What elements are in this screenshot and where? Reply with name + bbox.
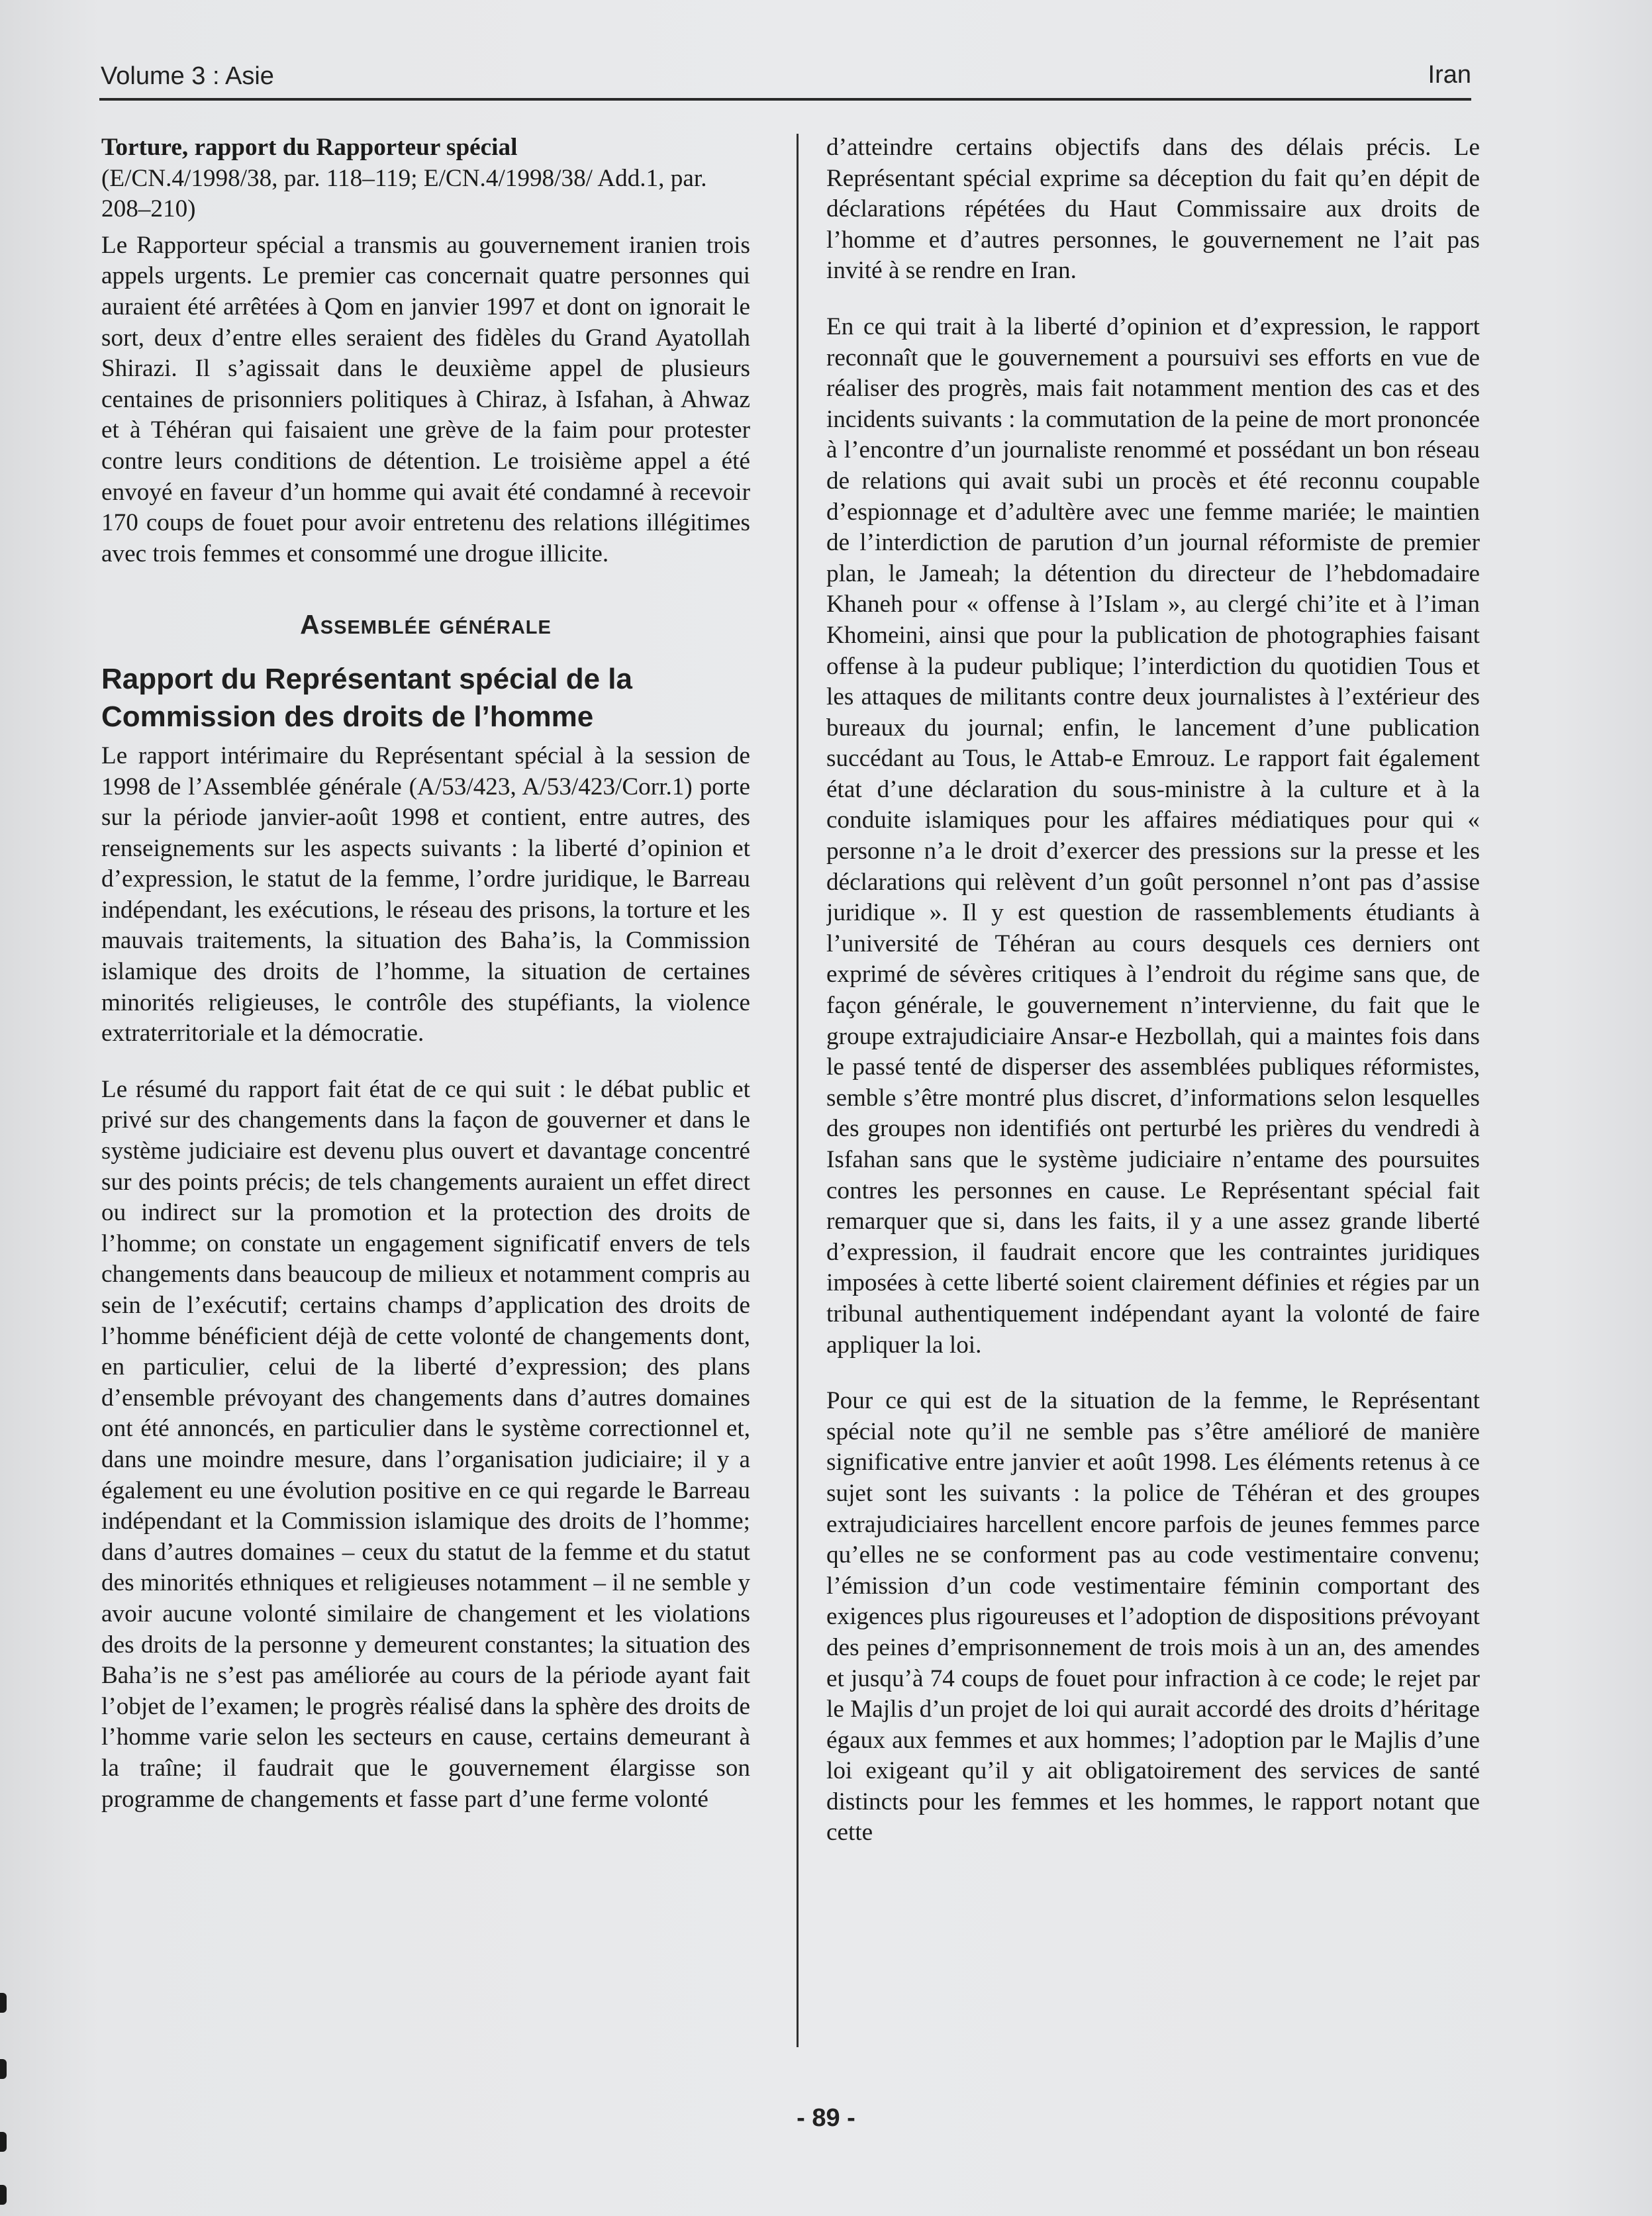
binding-mark xyxy=(0,1993,7,2013)
torture-reference: (E/CN.4/1998/38, par. 118–119; E/CN.4/1998/38/ Add.1, par. 208–210) xyxy=(101,164,707,223)
paragraph: d’atteindre certains objectifs dans des délais précis. Le Représentant spécial exprime sa déception du fait qu’en dépit de déclarations répétées du Haut Commissaire aux droits de l’homme et d’autres personnes, le gouvernement ne l’ait pas invité à se rendre en Iran. xyxy=(826,134,1480,285)
header-volume: Volume 3 : Asie xyxy=(101,62,274,90)
header-country: Iran xyxy=(1428,61,1471,89)
paragraph: Le résumé du rapport fait état de ce qui suit : le débat public et privé sur des changements dans la façon de gouverner et dans le système judiciaire est devenu plus ouvert et davantage concentré sur des points précis; de tels changements auraient un effet direct ou indirect sur la promotion et la protection des droits de l’homme; on constate un engagement significatif envers de tels changements dans beaucoup de milieux et notamment compris au sein de l’exécutif; certains champs d’application des droits de l’homme bénéficient déjà de cette volonté de changements dont, en particulier, celui de la liberté d’expression; des plans d’ensemble prévoyant des changements dans d’autres domaines ont été annoncés, en particulier dans le système correctionnel et, dans une moindre mesure, dans l’organisation judiciaire; il y a également eu une évolution positive en ce qui regarde le Barreau indépendant et la Commission islamique des droits de l’homme; dans d’autres domaines – ceux du statut de la femme et du statut des minorités ethniques et religieuses notamment – il ne semble y avoir aucune volonté similaire de changement et les violations des droits de la personne y demeurent constantes; la situation des Baha’is ne s’est pas améliorée au cours de la période ayant fait l’objet de l’examen; le progrès réalisé dans la sphère des droits de l’homme varie selon les secteurs en cause, certains demeurant à la traîne; il faudrait que le gouvernement élargisse son programme de changements et fasse part d’une ferme volonté xyxy=(101,1075,750,1813)
binding-mark xyxy=(0,2059,7,2079)
running-header xyxy=(99,58,1471,101)
right-column xyxy=(826,132,1480,2052)
left-column xyxy=(101,132,750,2052)
page-number: - 89 - xyxy=(797,2104,855,2132)
section-heading xyxy=(101,609,750,640)
subheading: Rapport du Représentant spécial de la Commission des droits de l’homme xyxy=(101,662,632,733)
paragraph: Pour ce qui est de la situation de la femme, le Représentant spécial note qu’il ne semble pas s’être amélioré de manière significative entre janvier et août 1998. Les éléments retenus à ce sujet sont les suivants : la police de Téhéran et des groupes extrajudiciaires harcellent encore parfois de jeunes femmes parce qu’elles ne se conforment pas au code vestimentaire convenu; l’émission d’un code vestimentaire féminin comportant des exigences plus rigoureuses et l’adoption de dispositions prévoyant des peines d’emprisonnement de trois mois à un an, des amendes et jusqu’à 74 coups de fouet pour infraction à ce code; le rejet par le Majlis d’un projet de loi qui aurait accordé des droits d’héritage égaux aux femmes et aux hommes; l’adoption par le Majlis d’une loi exigeant qu’il y ait obligatoirement des services de santé distincts pour les femmes et les hommes, le rapport notant que cette xyxy=(826,1387,1480,1847)
binding-mark xyxy=(0,2185,7,2205)
torture-body: Le Rapporteur spécial a transmis au gouvernement iranien trois appels urgents. Le premier cas concernait quatre personnes qui auraient été arrêtées à Qom en janvier 1997 et dont on ignorait le sort, deux d’entre elles seraient des fidèles du Grand Ayatollah Shirazi. Il s’agissait dans le deuxième appel de plusieurs centaines de prisonniers politiques à Chiraz, à Isfahan, à Ahwaz et à Téhéran qui faisaient une grève de la faim pour protester contre leurs conditions de détention. Le troisième appel a été envoyé en faveur d’un homme qui avait été condamné à recevoir 170 coups de fouet pour avoir entretenu des relations illégitimes avec trois femmes et consommé une drogue illicite. xyxy=(101,231,750,567)
paragraph: En ce qui trait à la liberté d’opinion et d’expression, le rapport reconnaît que le gouvernement a poursuivi ses efforts en vue de réaliser des progrès, mais fait notamment mention des cas et des incidents suivants : la commutation de la peine de mort prononcée à l’encontre d’un journaliste renommé et possédant un bon réseau de relations qui avait subi un procès et été reconnu coupable d’espionnage et d’adultère avec une femme mariée; le maintien de l’interdiction de parution d’un journal réformiste de premier plan, le Jameah; la détention du directeur de l’hebdomadaire Khaneh pour « offense à l’Islam », au clergé chi’ite et à l’iman Khomeini, ainsi que pour la publication de photographies faisant offense à la pudeur publique; l’interdiction du quotidien Tous et les attaques de militants contre deux journalistes à l’extérieur des bureaux du journal; enfin, le lancement d’une publication succédant au Tous, le Attab-e Emrouz. Le rapport fait également état d’une déclaration du sous-ministre à la culture et à la conduite islamiques pour les affaires médiatiques pour qui « personne n’a le droit d’exercer des pressions sur la presse et les déclarations qui relèvent d’un goût personnel n’ont pas d’assise juridique ». Il y est question de rassemblements étudiants à l’université de Téhéran au cours desquels ces derniers ont exprimé de sévères critiques à l’endroit du régime sans que, de façon générale, le gouvernement n’intervienne, du fait que le groupe extrajudiciaire Ansar-e Hezbollah, qui a maintes fois dans le passé tenté de disperser des assemblées publiques réformistes, semble s’être montré plus discret, d’informations selon lesquelles des groupes non identifiés ont perturbé les prières du vendredi à Isfahan sans que le système judiciaire n’entame des poursuites contres les personnes en cause. Le Représentant spécial fait remarquer que si, dans les faits, il y a une assez grande liberté d’expression, il faudrait encore que les contraintes juridiques imposées à cette liberté soient clairement définies et régies par un tribunal authentiquement indépendant ayant la volonté de faire appliquer la loi. xyxy=(826,313,1480,1359)
column-divider xyxy=(797,134,799,2047)
section-heading-text: Assemblée générale xyxy=(300,609,552,640)
binding-mark xyxy=(0,2132,7,2152)
torture-title: Torture, rapport du Rapporteur spécial xyxy=(101,134,518,161)
paragraph: Le rapport intérimaire du Représentant spécial à la session de 1998 de l’Assemblée générale (A/53/423, A/53/423/Corr.1) porte sur la période janvier-août 1998 et contient, entre autres, des renseignements sur les aspects suivants : la liberté d’opinion et d’expression, le statut de la femme, l’ordre juridique, le Barreau indépendant, les exécutions, le réseau des prisons, la torture et les mauvais traitements, la situation des Baha’is, la Commission islamique des droits de l’homme, la situation de certaines minorités religieuses, le contrôle des stupéfiants, la violence extraterritoriale et la démocratie. xyxy=(101,742,750,1047)
